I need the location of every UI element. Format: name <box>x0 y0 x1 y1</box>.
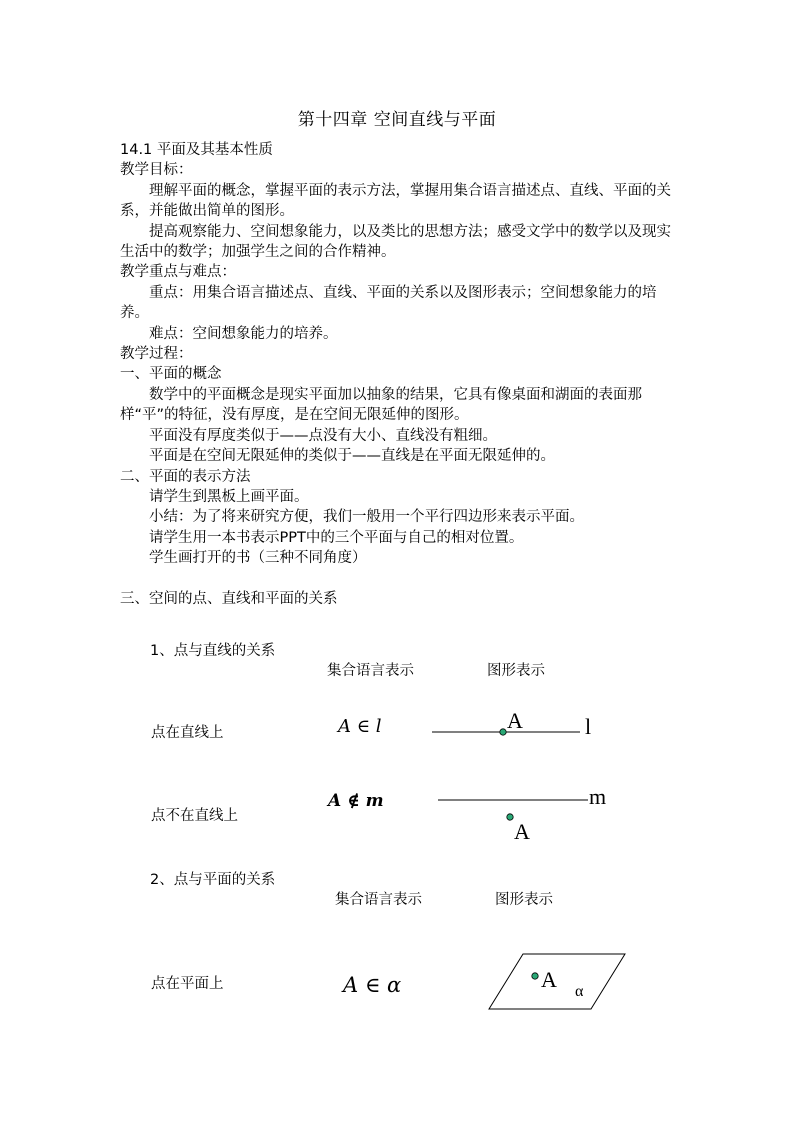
part2-paragraph-2: 小结：为了将来研究方便，我们一般用一个平行四边形来表示平面。 <box>149 509 584 526</box>
subsection-2-heading: 2、点与平面的关系 <box>150 872 276 888</box>
part2-paragraph-4: 学生画打开的书（三种不同角度） <box>149 550 367 567</box>
subsection-1-heading: 1、点与直线的关系 <box>150 643 276 659</box>
row-label-point-not-on-line: 点不在直线上 <box>151 808 238 824</box>
row-label-point-in-plane: 点在平面上 <box>151 976 224 992</box>
focus-difficult: 难点：空间想象能力的培养。 <box>149 325 338 342</box>
row-label-point-on-line: 点在直线上 <box>151 725 224 741</box>
column-header-set-language: 集合语言表示 <box>327 663 414 679</box>
part2-heading: 二、平面的表示方法 <box>120 468 251 485</box>
part2-paragraph-3: 请学生用一本书表示PPT中的三个平面与自己的相对位置。 <box>149 529 524 546</box>
math-point-in-plane: A ∈ α <box>343 973 402 997</box>
objective-1: 理解平面的概念，掌握平面的表示方法，掌握用集合语言描述点、直线、平面的关系，并能做出简单的图形。 <box>120 182 671 220</box>
part1-paragraph-3: 平面是在空间无限延伸的类似于——直线是在平面无限延伸的。 <box>149 448 555 465</box>
section-heading: 14.1 平面及其基本性质 <box>120 142 273 158</box>
figure-label-m: m <box>589 784 607 809</box>
chapter-title: 第十四章 空间直线与平面 <box>297 110 497 130</box>
column-header-figure: 图形表示 <box>487 663 545 679</box>
part3-heading: 三、空间的点、直线和平面的关系 <box>120 590 338 607</box>
part1-heading: 一、平面的概念 <box>120 366 222 383</box>
process-heading: 教学过程： <box>120 346 193 363</box>
math-point-not-on-line: A ∉ m <box>328 791 384 811</box>
figure-label-alpha: α <box>575 983 584 1000</box>
focus-heading: 教学重点与难点： <box>120 264 236 281</box>
objective-2: 提高观察能力、空间想象能力，以及类比的思想方法；感受文学中的数学以及现实生活中的数学；加强学生之间的合作精神。 <box>120 223 671 261</box>
part1-paragraph-2: 平面没有厚度类似于——点没有大小、直线没有粗细。 <box>149 427 497 444</box>
point-a-on-line <box>500 729 506 735</box>
column-header-figure-2: 图形表示 <box>495 892 553 908</box>
column-header-set-language-2: 集合语言表示 <box>335 892 422 908</box>
figure-label-a-1: A <box>507 708 523 733</box>
figure-label-l: l <box>585 714 592 739</box>
objectives-heading: 教学目标： <box>120 162 193 179</box>
focus-key: 重点：用集合语言描述点、直线、平面的关系以及图形表示；空间想象能力的培养。 <box>120 284 657 322</box>
figure-label-a-3: A <box>541 967 557 992</box>
point-a-in-plane <box>532 973 538 979</box>
point-a-off-line <box>507 814 513 820</box>
math-point-on-line: A ∈ l <box>338 716 382 737</box>
plane-parallelogram <box>489 954 625 1009</box>
part2-paragraph-1: 请学生到黑板上画平面。 <box>149 488 309 505</box>
part1-paragraph-1: 数学中的平面概念是现实平面加以抽象的结果，它具有像桌面和湖面的表面那样“平”的特征，没有厚度，是在空间无限延伸的图形。 <box>120 386 642 424</box>
figure-label-a-2: A <box>514 819 530 844</box>
